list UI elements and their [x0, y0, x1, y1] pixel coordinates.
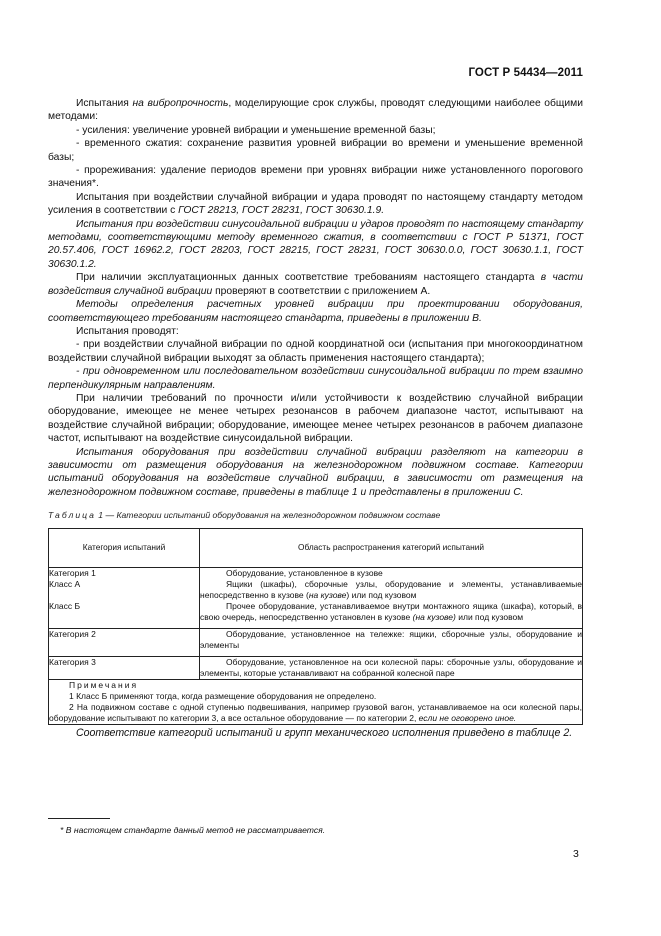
table-row: [49, 628, 583, 656]
paragraph-random-vibration: Испытания при воздействии случайной вибрации и удара проводят по настоящему стандарту методом усиления в соответствии с ГОСТ 28213, ГОСТ 28231, ГОСТ 30630.1.9.: [48, 191, 583, 217]
category-cell: Категория 3: [49, 656, 200, 679]
scope-cell: Оборудование, установленное в кузове Ящики (шкафы), сборочные узлы, оборудование и элементы, устанавливаемые непосредственно в кузове (на кузове) или под кузовом Прочее оборудование, устанавливаемое внутри монтажного ящика (шкафа), который, в свою очередь, непосредственно установлен в кузове (на кузове) или под кузовом: [200, 567, 583, 628]
note: 1 Класс Б применяют тогда, когда размещение оборудования не определено.: [69, 690, 377, 701]
scope-cell: Оборудование, установленное на оси колесной пары: сборочные узлы, оборудование и элементы, которые устанавливают на собранной колесной паре: [200, 656, 582, 678]
paragraph-tests-conducted: Испытания проводят:: [76, 325, 179, 337]
footnote-divider: [48, 818, 110, 819]
list-item: - усиления: увеличение уровней вибрации и уменьшение временной базы;: [76, 124, 436, 136]
list-item: - при воздействии случайной вибрации по одной координатной оси (испытания при многокоординатном воздействии случайной вибрации выходят за область применения настоящего стандарта);: [48, 339, 583, 364]
paragraph-methods: Методы определения расчетных уровней вибрации при проектировании оборудования, соответствующего требованиям настоящего стандарта, приведены в приложении В.: [48, 299, 583, 324]
categories-table: [48, 528, 583, 725]
scope-cell: Оборудование, установленное на тележке: ящики, сборочные узлы, оборудование и элементы: [200, 628, 583, 656]
category-cell: Категория 1 Класс А Класс Б: [49, 567, 200, 628]
notes-heading: Примечания: [69, 679, 139, 690]
column-header-scope: Область распространения категорий испытаний: [200, 528, 583, 567]
list-item: - прореживания: удаление периодов времени при уровнях вибрации ниже установленного порогового значения*.: [48, 165, 583, 190]
page-content: [48, 97, 583, 741]
category-cell: Категория 2: [49, 628, 200, 656]
paragraph-sinusoidal: Испытания при воздействии синусоидальной вибрации и ударов проводят по настоящему стандарту методами, соответствующими методу временного сжатия, в соответствии с ГОСТ Р 51371, ГОСТ 20.57.406, ГОСТ 16962.2, ГОСТ 28203, ГОСТ 28215, ГОСТ 28231, ГОСТ 30630.0.0, ГОСТ 30630.1.1, ГОСТ 30630.1.2.: [48, 218, 583, 270]
list-item: - временного сжатия: сохранение развития уровней вибрации во времени и уменьшение временной базы;: [48, 138, 583, 163]
paragraph-categories: Испытания оборудования при воздействии случайной вибрации разделяют на категории в зависимости от размещения оборудования на железнодорожном подвижном составе. Категории испытаний оборудования на воздействие случайной вибрации, в зависимости от размещения на железнодорожном подвижном составе, приведены в таблице 1 и представлены в приложении С.: [48, 446, 583, 498]
table-row: [49, 656, 583, 679]
column-header-category: Категория испытаний: [49, 528, 200, 567]
paragraph-resonances: При наличии требований по прочности и/или устойчивости к воздействию случайной вибрации оборудование, имеющее не менее четырех резонансов в рабочем диапазоне частот, испытывают на воздействие случайной вибрации; оборудование, имеющее менее четырех резонансов в рабочем диапазоне частот, испытывают на воздействие синусоидальной вибрации.: [48, 392, 583, 445]
list-item: - при одновременном или последовательном воздействии синусоидальной вибрации по трем взаимно перпендикулярным направлениям.: [48, 366, 583, 391]
paragraph-vibration-strength: Испытания на вибропрочность, моделирующие срок службы, проводят следующими наиболее общими методами:: [48, 98, 583, 123]
table-caption: Таблица 1 — Категории испытаний оборудования на железнодорожном подвижном составе: [48, 510, 441, 521]
table-notes-row: [49, 679, 583, 724]
table-notes: [49, 679, 583, 724]
page-number: 3: [573, 848, 579, 860]
paragraph-table-2-reference: Соответствие категорий испытаний и групп механического исполнения приведено в таблице 2.: [76, 726, 573, 739]
footnote: * В настоящем стандарте данный метод не рассматривается.: [60, 825, 326, 835]
table-row: [49, 567, 583, 628]
document-header: ГОСТ Р 54434—2011: [468, 67, 583, 79]
table-header-row: [49, 528, 583, 567]
note: 2 На подвижном составе с одной ступенью подвешивания, например грузовой вагон, устанавливаемое на оси колесной пары, оборудование испытывают по категории 3, а все остальное оборудование — по категории 2, если не оговорено иное.: [49, 701, 582, 723]
paragraph-operational-data: При наличии эксплуатационных данных соответствие требованиям настоящего стандарта в части воздействия случайной вибрации проверяют в соответствии с приложением А.: [48, 272, 584, 297]
